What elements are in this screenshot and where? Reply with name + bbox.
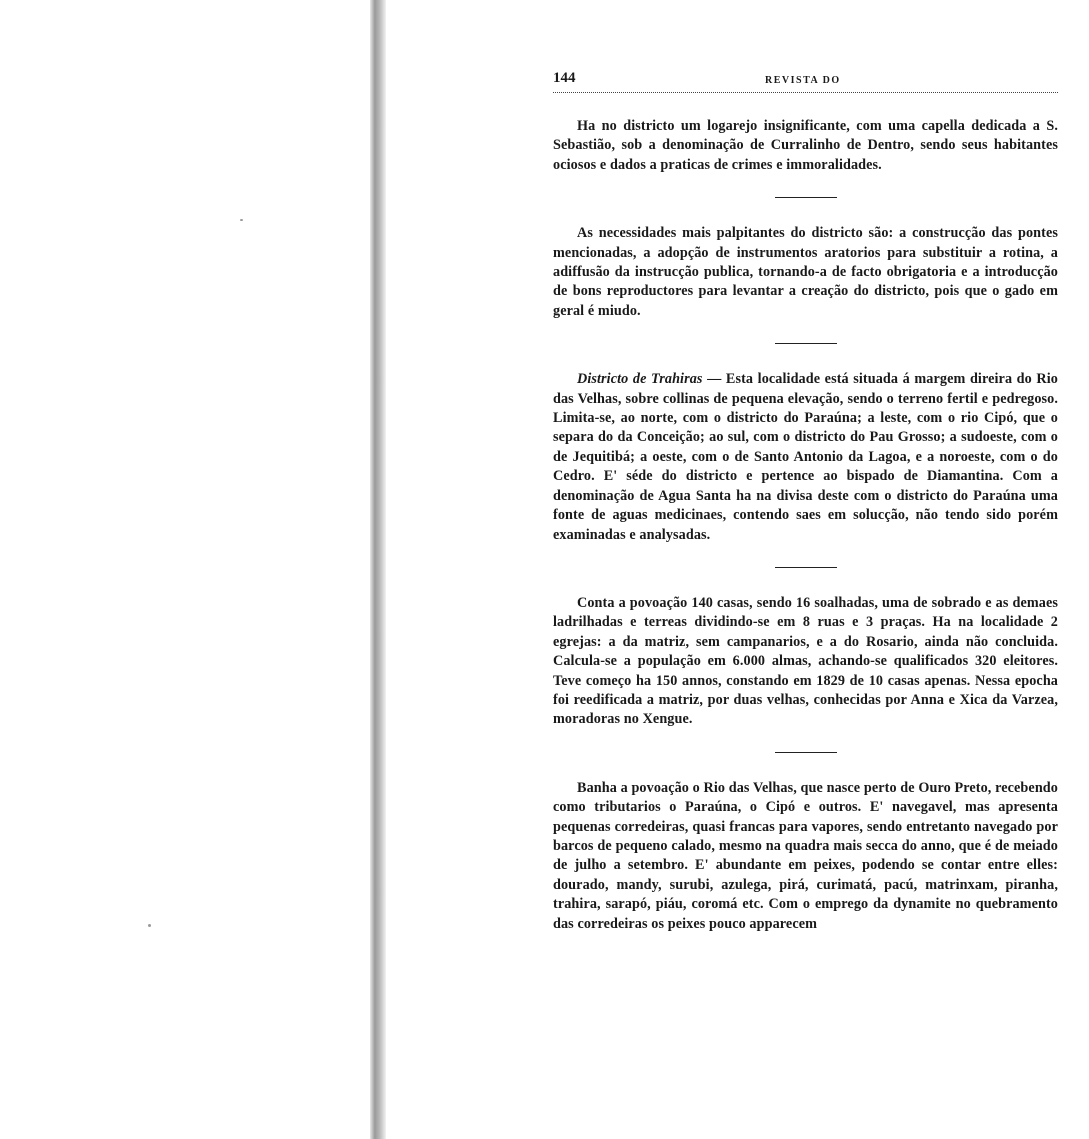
paragraph-povoacao: Conta a povoação 140 casas, sendo 16 soalhadas, uma de sobrado e as demaes ladrilhadas e terreas dividindo-se em 8 ruas e 3 praças. Ha na localidade 2 egrejas: a da matriz, sem campanarios, e a do Rosario, ainda não concluida. Calcula-se a população em 6.000 almas, achando-se qualificados 320 eleitores. Teve começo ha 150 annos, constando em 1829 de 10 casas apenas. Nessa epocha foi reedificada a matriz, por duas velhas, conhecidas por Anna e Xica da Varzea, moradoras no Xengue. [553, 594, 1058, 728]
section-divider [775, 197, 837, 198]
page-number: 144 [553, 70, 576, 86]
scan-speck [148, 924, 151, 927]
scan-speck [240, 219, 243, 221]
journal-title: REVISTA DO [765, 75, 841, 86]
book-gutter-shadow [370, 0, 386, 1139]
paragraph-districto-trahiras [553, 370, 1058, 545]
paragraph-rio-das-velhas: Banha a povoação o Rio das Velhas, que nasce perto de Ouro Preto, recebendo como tributarios o Paraúna, o Cipó e outros. E' navegavel, mas apresenta pequenas corredeiras, quasi francas para vapores, sendo entretanto navegado por barcos de pequeno calado, mesmo na quadra mais secca do anno, que é de meiado de julho a setembro. E' abundante em peixes, podendo se contar entre elles: dourado, mandy, surubi, azulega, pirá, curimatá, pacú, matrinxam, piranha, trahira, sarapó, piáu, coromá etc. Com o emprego da dynamite no quebramento das corredeiras os peixes pouco apparecem [553, 779, 1058, 932]
section-divider [775, 343, 837, 344]
running-head [553, 66, 1058, 93]
paragraph-necessidades: As necessidades mais palpitantes do districto são: a construcção das pontes mencionadas, a adopção de instrumentos aratorios para substituir a rotina, a adiffusão da instrucção publica, tornando-a de facto obrigatoria e a introducção de bons reproductores para levantar a creação do districto, pois que o gado em geral é miudo. [553, 225, 1058, 319]
section-divider [775, 567, 837, 568]
book-page [553, 66, 1058, 934]
paragraph-body: — Esta localidade está situada á margem direira do Rio das Velhas, sobre collinas de pequena elevação, sendo o terreno fertil e pedregoso. Limita-se, ao norte, com o districto do Paraúna; a leste, com o rio Cipó, que o separa do da Conceição; ao sul, com o districto do Pau Grosso; a sudoeste, com o de Jequitibá; a oeste, com o de Santo Antonio da Lagoa, e a noroeste, com o do Cedro. E' séde do districto e pertence ao bispado de Diamantina. Com a denominação de Agua Santa ha na divisa deste com o districto do Paraúna uma fonte de aguas medicinaes, contendo saes em solucção, não tendo sido porém examinadas e analysadas. [553, 371, 1058, 543]
paragraph-curralinho: Ha no districto um logarejo insignificante, com uma capella dedicada a S. Sebastião, sob a denominação de Curralinho de Dentro, sendo seus habitantes ociosos e dados a praticas de crimes e immoralidades. [553, 118, 1058, 173]
section-divider [775, 752, 837, 753]
section-lead-title: Districto de Trahiras [577, 371, 703, 388]
